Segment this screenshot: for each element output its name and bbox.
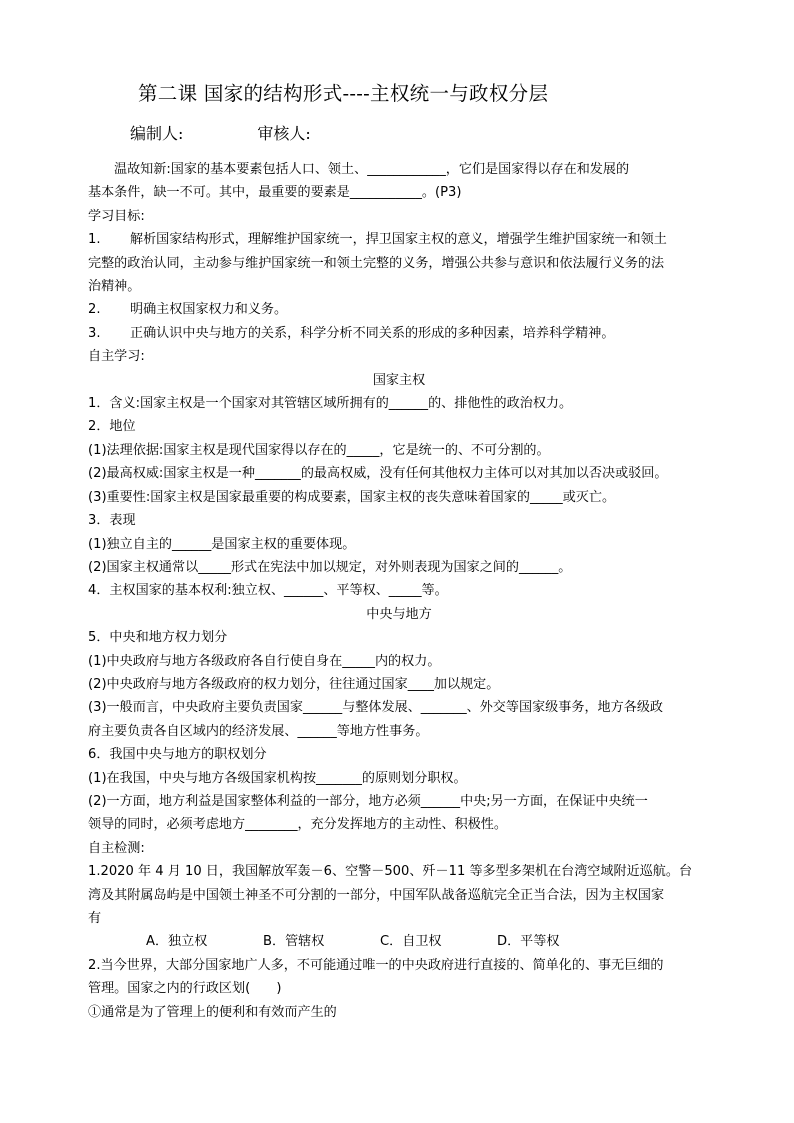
objective-3-text: 正确认识中央与地方的关系，科学分析不同关系的形成的多种因素，培养科学精神。 <box>130 325 615 341</box>
objective-1-line-2: 完整的政治认同，主动参与维护国家统一和领土完整的义务，增强公共参与意识和依法履行义务的法 <box>88 255 665 271</box>
option-b: B．管辖权 <box>263 934 325 950</box>
objective-3 <box>88 322 710 345</box>
study-item-5c-cont: 府主要负责各自区域内的经济发展、______等地方性事务。 <box>88 723 429 739</box>
study-item-6: 6．我国中央与地方的职权划分 <box>88 747 267 763</box>
objective-2-number: 2. <box>88 302 101 318</box>
editor-label: 编制人: <box>130 124 184 143</box>
self-check-heading: 自主检测: <box>88 840 145 856</box>
study-item-1: 1．含义:国家主权是一个国家对其管辖区域所拥有的______的、排他性的政治权力。 <box>88 396 573 412</box>
question-2-statement-1: ①通常是为了管理上的便利和有效而产生的 <box>88 1004 337 1020</box>
objective-2 <box>88 298 710 321</box>
page-title: 第二课 国家的结构形式----主权统一与政权分层 <box>138 82 549 105</box>
study-item-6b-cont: 领导的同时，必须考虑地方________，充分发挥地方的主动性、积极性。 <box>88 817 507 833</box>
question-1-line-2: 湾及其附属岛屿是中国领土神圣不可分割的一部分，中国军队战备巡航完全正当合法，因为主权国家 <box>88 887 665 903</box>
study-item-3a: (1)独立自主的______是国家主权的重要体现。 <box>88 536 356 552</box>
review-line-1: 温故知新:国家的基本要素包括人口、领土、____________，它们是国家得以存在和发展的 <box>114 162 630 177</box>
study-item-4: 4．主权国家的基本权利:独立权、______、平等权、_____等。 <box>88 583 448 599</box>
objective-2-text: 明确主权国家权力和义务。 <box>130 302 288 318</box>
question-1-line-3: 有 <box>88 911 102 926</box>
reviewer-label: 审核人: <box>257 124 311 143</box>
study-item-3: 3．表现 <box>88 513 136 529</box>
study-item-6a: (1)在我国，中央与地方各级国家机构按_______的原则划分职权。 <box>88 770 467 786</box>
question-1-options <box>88 930 710 953</box>
option-d: D．平等权 <box>497 934 560 950</box>
self-study-heading: 自主学习: <box>88 349 145 365</box>
study-item-2: 2．地位 <box>88 419 136 435</box>
study-item-5c: (3)一般而言，中央政府主要负责国家______与整体发展、_______、外交等国家级事务，地方各级政 <box>88 700 664 716</box>
study-item-5: 5．中央和地方权力划分 <box>88 630 228 646</box>
objective-1 <box>88 228 710 251</box>
review-line-2: 基本条件，缺一不可。其中，最重要的要素是___________。(P3) <box>88 185 462 201</box>
objective-1-line-3: 治精神。 <box>88 279 141 295</box>
question-1: 1.2020 年 4 月 10 日，我国解放军轰－6、空警－500、歼－11 等多型多架机在台湾空域附近巡航。台 <box>88 864 693 880</box>
option-a: A．独立权 <box>146 934 208 950</box>
study-item-3b: (2)国家主权通常以_____形式在宪法中加以规定，对外则表现为国家之间的______。 <box>88 559 572 575</box>
objective-1-text: 解析国家结构形式，理解维护国家统一，捍卫国家主权的意义，增强学生维护国家统一和领土 <box>130 232 667 248</box>
central-local-section-title: 中央与地方 <box>366 606 432 622</box>
author-line <box>130 121 311 144</box>
option-c: C．自卫权 <box>380 934 442 950</box>
question-2: 2.当今世界，大部分国家地广人多，不可能通过唯一的中央政府进行直接的、简单化的、事无巨细的 <box>88 957 664 973</box>
question-2-line-2: 管理。国家之内的行政区划( ) <box>88 981 282 997</box>
study-item-5b: (2)中央政府与地方各级政府的权力划分，往往通过国家____加以规定。 <box>88 676 500 692</box>
objective-1-number: 1. <box>88 232 101 248</box>
objective-3-number: 3. <box>88 325 101 341</box>
objectives-heading: 学习目标: <box>88 208 145 224</box>
study-item-2a: (1)法理依据:国家主权是现代国家得以存在的_____，它是统一的、不可分割的。 <box>88 442 550 458</box>
study-item-2c: (3)重要性:国家主权是国家最重要的构成要素，国家主权的丧失意味着国家的_____或灭亡。 <box>88 489 616 505</box>
sovereignty-section-title: 国家主权 <box>372 372 426 388</box>
study-item-5a: (1)中央政府与地方各级政府各自行使自身在_____内的权力。 <box>88 653 441 669</box>
study-item-6b: (2)一方面，地方利益是国家整体利益的一部分，地方必须______中央;另一方面，在保证中央统一 <box>88 793 648 809</box>
study-item-2b: (2)最高权威:国家主权是一种_______的最高权威，没有任何其他权力主体可以对其加以否决或驳回。 <box>88 466 668 482</box>
worksheet-body <box>88 158 710 1024</box>
